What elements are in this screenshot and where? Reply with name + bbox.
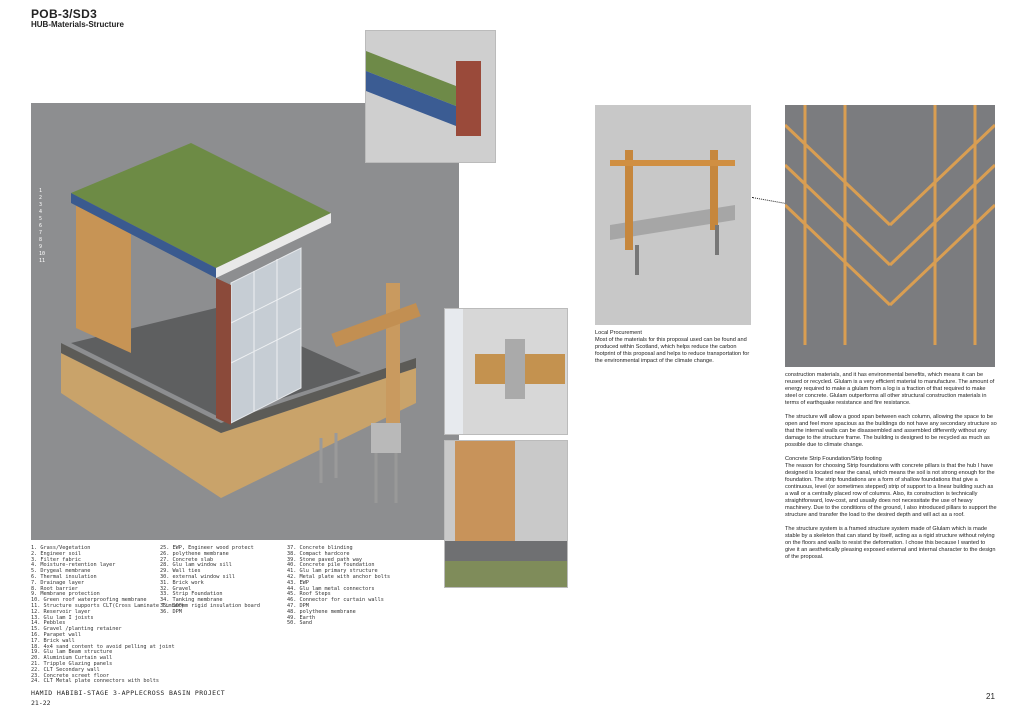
glulam-frame-model-render: [595, 105, 751, 325]
foundation-detail-illustration: [445, 441, 568, 588]
legend-item: 35. 100mm rigid insulation board: [160, 602, 260, 609]
legend-item: 12. Reservoir layer: [31, 608, 91, 615]
callout-number: 3: [39, 202, 43, 208]
glulam-connector-detail: [444, 308, 568, 435]
roof-parapet-detail: [365, 30, 496, 163]
legend-item: 10. Green roof waterproofing membrane: [31, 597, 147, 604]
legend-item: 7. Drainage layer: [31, 579, 85, 586]
structure-system-paragraph: The structure system is a framed structure system made of Glulam which is made stable by a skeleton that can stand by itself, acting as a rigid structure without relying on the floors and walls to resist the deformation. I chose this because I wanted to give it an aesthetically pleasing exposed external and internal character to the design of the proposal.: [785, 526, 996, 560]
legend-item: 29. Wall ties: [160, 568, 201, 575]
legend-item: 24. CLT Metal plate connectors with bolts: [31, 678, 160, 685]
right-text-column: [785, 372, 997, 568]
legend-item: 42. Metal plate with anchor bolts: [287, 573, 391, 580]
local-procurement-body: Most of the materials for this proposal used can be found and produced within Scotland, which helps reduce the carbon footprint of this proposal and helps to reduce transportation for the environmental impact of the climate change.: [595, 337, 750, 364]
legend-item: 9. Membrane protection: [31, 591, 100, 598]
legend-item: 41. Glu lam primary structure: [287, 568, 378, 575]
legend-item: 25. EWP, Engineer wood protect: [160, 545, 254, 551]
legend-item: 2. Engineer soil: [31, 550, 81, 557]
sheet-code: POB-3/SD3: [31, 7, 98, 21]
legend-item: 47. DPM: [287, 602, 309, 609]
structure-illustration: [31, 103, 459, 540]
legend-item: 46. Connector for curtain walls: [287, 597, 384, 604]
main-structure-render: [31, 103, 459, 540]
callout-number: 6: [39, 223, 43, 229]
span-paragraph: The structure will allow a good span between each column, allowing the space to be open and feel more spacious as the buildings do not have any secondary structure so that the internal walls can be disassembled and assembled differently without any damage to the structure frame. The building is designed to be recycled as much as possible due to climate change.: [785, 414, 997, 448]
foundation-paragraph: The reason for choosing Strip foundations with concrete pillars is that the hub I have designed is located near the canal, which means the soil is not strong enough for the foundation. The strip foundations are a form of shallow foundations that give a continuous, level (or sometimes stepped) strip of support to a linear building such as a wall or a centrally placed row of columns. Also, its construction is technically straightforward, low-cost, and usually does not necessitate the use of heavy machinery. Due to the conditions of the ground, I also introduced pillars to support the structure and transfer the load to the desired depth and will act as a roof.: [785, 463, 997, 518]
legend-item: 44. Glu lam metal connectors: [287, 585, 375, 592]
legend-item: 33. Strip Foundation: [160, 591, 223, 598]
legend-item: 48. polythene membrane: [287, 608, 356, 615]
legend-item: 38. Compact hardcore: [287, 550, 350, 557]
roof-detail-illustration: [366, 31, 496, 163]
callout-number: 7: [39, 230, 43, 236]
legend-item: 19. Glu lam Beam structure: [31, 649, 113, 656]
legend-item: 37. Concrete blinding: [287, 545, 353, 551]
connector-detail-illustration: [445, 309, 568, 435]
glulam-paragraph: construction materials, and it has environmental benefits, which means it can be reused or recycled. Glulam is a very efficient material to manufacture. The amount of energy required to make a glulam from a log is a fraction of that required to make steel or concrete. Glulam outperforms all other structural construction materials in terms of earthquake resistance and fire resistance.: [785, 372, 995, 406]
legend-item: 20. Aluminium Curtain wall: [31, 655, 113, 662]
legend-item: 32. Gravel: [160, 585, 192, 592]
footer-project-name: HAMID HABIBI-STAGE 3-APPLECROSS BASIN PROJECT: [31, 689, 226, 697]
legend-item: 30. external window sill: [160, 573, 235, 580]
legend-item: 15. Gravel /planting retainer: [31, 626, 122, 633]
legend-item: 26. polythene membrane: [160, 550, 229, 557]
legend-item: 36. DPM: [160, 608, 182, 615]
local-procurement-heading: Local Procurement: [595, 330, 642, 336]
legend-item: 18. 4x4 sand content to avoid pelling at joint: [31, 643, 175, 650]
grid-roof-illustration: [785, 105, 995, 367]
legend-column-3: [287, 546, 390, 627]
legend-item: 17. Brick wall: [31, 637, 75, 644]
legend-item: 21. Tripple Glazing panels: [31, 660, 113, 667]
footer-year: 21-22: [31, 699, 51, 707]
callout-number: 11: [39, 258, 46, 264]
legend-item: 31. Brick work: [160, 579, 204, 586]
legend-item: 22. CLT Secondary wall: [31, 666, 100, 673]
frame-model-illustration: [595, 105, 751, 325]
legend-item: 5. Drygeal membrane: [31, 568, 91, 575]
page-number: 21: [986, 692, 995, 701]
legend-item: 34. Tanking membrane: [160, 597, 223, 604]
callout-number: 1: [39, 188, 43, 194]
legend-item: 11. Structure supports CLT(Cross Laminate Timber): [31, 602, 185, 609]
legend-item: 23. Concrete screet floor: [31, 672, 110, 679]
glulam-grid-roof-render: [785, 105, 995, 367]
callout-number: 2: [39, 195, 43, 201]
foundation-heading: Concrete Strip Foundation/Strip footing: [785, 456, 882, 462]
legend-item: 50. Sand: [287, 620, 312, 627]
legend-item: 1. Grass/Vegetation: [31, 545, 91, 551]
callout-number: 8: [39, 237, 43, 243]
legend-item: 39. Stone paved path way: [287, 556, 362, 563]
sheet-subtitle: HUB-Materials-Structure: [31, 20, 124, 29]
legend-item: 28. Glu lam window sill: [160, 562, 232, 569]
callout-number: 4: [39, 209, 43, 215]
legend-item: 6. Thermal insulation: [31, 573, 97, 580]
legend-item: 43. EWP: [287, 579, 309, 586]
callout-number: 9: [39, 244, 43, 250]
foundation-detail: [444, 440, 568, 588]
local-procurement-text: [595, 330, 755, 365]
legend-item: 8. Root barrier: [31, 585, 78, 592]
legend-item: 3. Filter fabric: [31, 556, 81, 563]
legend-item: 49. Earth: [287, 614, 316, 621]
legend-item: 27. Concrete slab: [160, 556, 214, 563]
legend-item: 4. Moisture-retention layer: [31, 562, 116, 569]
legend-item: 16. Parapet wall: [31, 631, 81, 638]
legend-column-2: [160, 546, 260, 616]
callout-number: 5: [39, 216, 43, 222]
legend-item: 40. Concrete pile foundation: [287, 562, 375, 569]
legend-item: 45. Roof Steps: [287, 591, 331, 598]
legend-item: 13. Glu lam I joists: [31, 614, 94, 621]
legend-item: 14. Pebbles: [31, 620, 66, 627]
callout-number: 10: [39, 251, 46, 257]
